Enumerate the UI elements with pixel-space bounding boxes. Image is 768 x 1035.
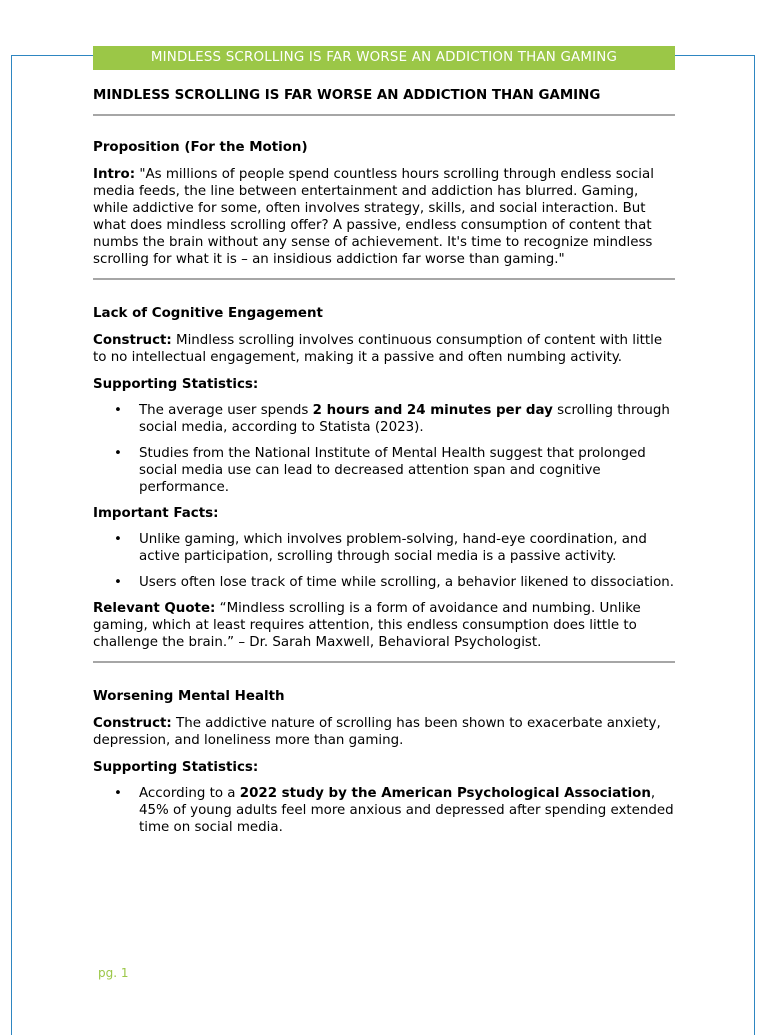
construct-paragraph bbox=[93, 715, 675, 749]
stat-text: According to a bbox=[139, 786, 240, 801]
document-title: MINDLESS SCROLLING IS FAR WORSE AN ADDICTION THAN GAMING bbox=[93, 88, 601, 103]
divider bbox=[93, 114, 675, 116]
quote-paragraph bbox=[93, 600, 675, 651]
stats-label: Supporting Statistics: bbox=[93, 760, 259, 775]
quote-text: “Mindless scrolling is a form of avoidance and numbing. Unlike gaming, which at least requires attention, this endless consumption does little to challenge the brain.” – Dr. Sarah Maxwell, Behavioral Psychologist. bbox=[93, 601, 641, 650]
stat-text: The average user spends bbox=[139, 403, 313, 418]
stats-list bbox=[93, 402, 675, 496]
proposition-heading: Proposition (For the Motion) bbox=[93, 140, 308, 155]
intro-paragraph bbox=[93, 166, 675, 268]
construct-text: Mindless scrolling involves continuous consumption of content with little to no intellectual engagement, making it a passive and often numbing activity. bbox=[93, 333, 663, 365]
intro-text: "As millions of people spend countless hours scrolling through endless social media feeds, the line between entertainment and addiction has blurred. Gaming, while addictive for some, often involves strategy, skills, and social interaction. But what does mindless scrolling offer? A passive, endless consumption of content that numbs the brain without any sense of achievement. It's time to recognize mindless scrolling for what it is – an insidious addiction far worse than gaming." bbox=[93, 167, 654, 267]
list-item: • Users often lose track of time while scrolling, a behavior likened to dissociation. bbox=[93, 574, 675, 591]
list-item bbox=[93, 402, 675, 436]
intro-label: Intro: bbox=[93, 167, 136, 182]
stat-highlight: 2022 study by the American Psychological Association bbox=[239, 786, 651, 801]
construct-label: Construct: bbox=[93, 333, 172, 348]
facts-list bbox=[93, 531, 675, 591]
header-banner: MINDLESS SCROLLING IS FAR WORSE AN ADDICTION THAN GAMING bbox=[93, 46, 675, 70]
quote-label: Relevant Quote: bbox=[93, 601, 216, 616]
section-heading-mental-health: Worsening Mental Health bbox=[93, 689, 285, 704]
stat-highlight: 2 hours and 24 minutes per day bbox=[312, 403, 553, 418]
divider bbox=[93, 661, 675, 663]
page-number: pg. 1 bbox=[98, 966, 129, 980]
construct-paragraph bbox=[93, 332, 675, 366]
list-item: • Unlike gaming, which involves problem-solving, hand-eye coordination, and active participation, scrolling through social media is a passive activity. bbox=[93, 531, 675, 565]
section-heading-cognitive: Lack of Cognitive Engagement bbox=[93, 306, 323, 321]
list-item: • Studies from the National Institute of Mental Health suggest that prolonged social media use can lead to decreased attention span and cognitive performance. bbox=[93, 445, 675, 496]
stats-list bbox=[93, 785, 675, 836]
list-item bbox=[93, 785, 675, 836]
divider bbox=[93, 278, 675, 280]
construct-label: Construct: bbox=[93, 716, 172, 731]
document-body bbox=[93, 80, 675, 845]
facts-label: Important Facts: bbox=[93, 506, 219, 521]
construct-text: The addictive nature of scrolling has been shown to exacerbate anxiety, depression, and loneliness more than gaming. bbox=[93, 716, 661, 748]
stats-label: Supporting Statistics: bbox=[93, 377, 259, 392]
stat-text: scrolling through social media, according to Statista (2023). bbox=[139, 403, 670, 435]
stat-text: , 45% of young adults feel more anxious and depressed after spending extended time on social media. bbox=[139, 786, 674, 835]
